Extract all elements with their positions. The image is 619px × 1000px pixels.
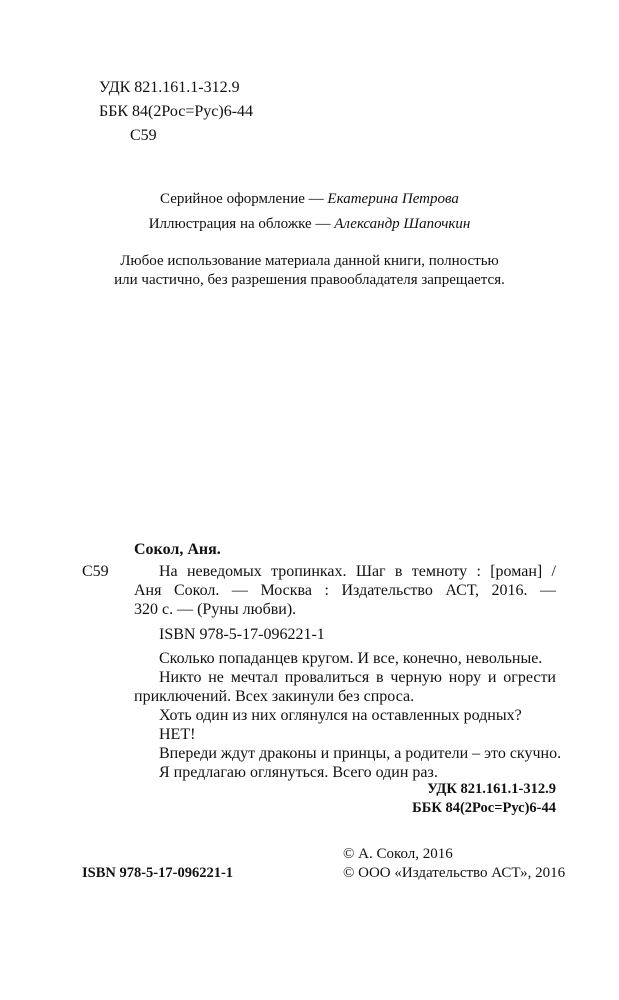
annotation-line-2: Никто не мечтал провалиться в черную нору и огрести	[159, 669, 556, 686]
series-design-label: Серийное оформление —	[160, 191, 328, 207]
cover-illustration-credit	[0, 215, 619, 233]
footer-bbk-code: ББК 84(2Рос=Рус)6-44	[412, 800, 556, 816]
catalog-author-heading: Сокол, Аня.	[134, 541, 221, 558]
catalog-isbn: ISBN 978-5-17-096221-1	[159, 626, 325, 643]
udk-code: УДК 821.161.1-312.9	[99, 79, 240, 96]
author-mark: С59	[130, 127, 157, 144]
copyright-publisher: © ООО «Издательство АСТ», 2016	[343, 865, 566, 881]
bbk-code: ББК 84(2Рос=Рус)6-44	[99, 103, 254, 120]
cover-illustration-label: Иллюстрация на обложке —	[148, 216, 335, 232]
catalog-mark: С59	[82, 563, 109, 580]
annotation-line-5: НЕТ!	[159, 726, 196, 743]
annotation-line-1: Сколько попаданцев кругом. И все, конечно, невольные.	[159, 650, 543, 667]
copyright-notice-line-2: или частично, без разрешения правообладателя запрещается.	[114, 272, 505, 288]
annotation-line-7: Я предлагаю оглянуться. Всего один раз.	[159, 764, 438, 781]
annotation-line-6: Впереди ждут драконы и принцы, а родители – это скучно.	[159, 745, 562, 762]
copyright-author: © А. Сокол, 2016	[343, 846, 453, 862]
footer-udk-code: УДК 821.161.1-312.9	[427, 781, 556, 797]
catalog-description-line-2: Аня Сокол. — Москва : Издательство АСТ, 2016. —	[134, 582, 556, 599]
series-design-credit	[0, 190, 619, 208]
catalog-description-line-3: 320 с. — (Руны любви).	[134, 601, 297, 618]
catalog-description-line-1: На неведомых тропинках. Шаг в темноту : [роман] /	[159, 563, 556, 580]
annotation-line-3: приключений. Всех закинули без спроса.	[134, 688, 415, 705]
cover-illustration-name: Александр Шапочкин	[334, 216, 471, 232]
annotation-line-4: Хоть один из них оглянулся на оставленных родных?	[159, 707, 522, 724]
copyright-notice-line-1: Любое использование материала данной книги, полностью	[120, 253, 499, 269]
series-design-name: Екатерина Петрова	[327, 191, 459, 207]
imprint-isbn: ISBN 978-5-17-096221-1	[82, 865, 234, 881]
